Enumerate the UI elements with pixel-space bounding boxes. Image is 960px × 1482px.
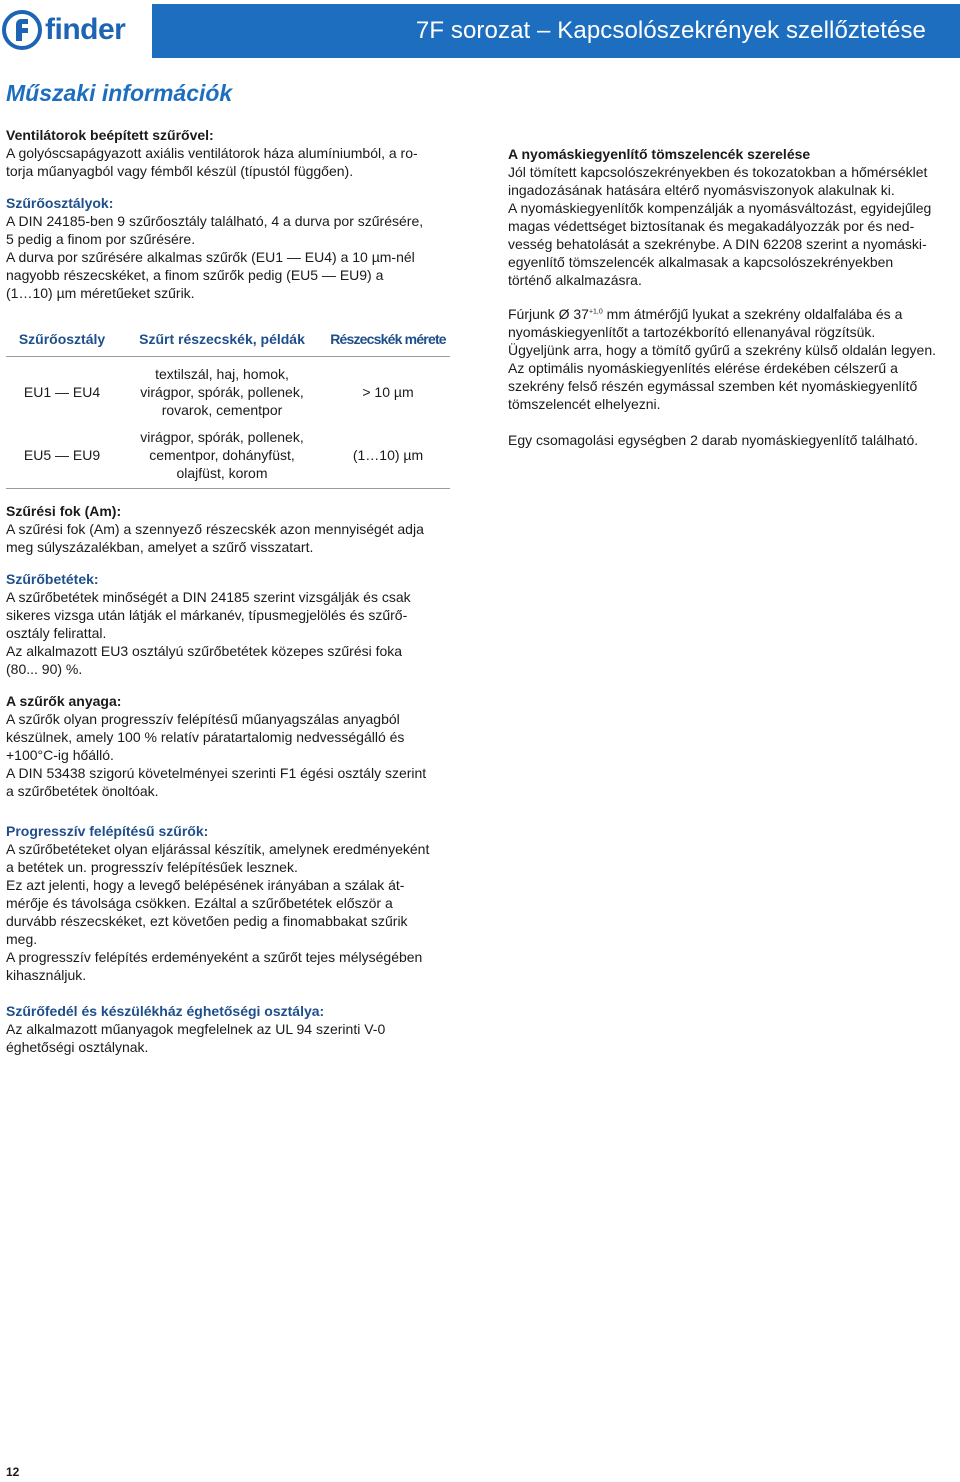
brand-name: finder: [45, 13, 126, 46]
table-cell-examples: [118, 422, 326, 489]
text-line: vesség behatolását a szekrénybe. A DIN 62208 szerint a nyomáski-: [508, 236, 927, 252]
filter-class-table: [6, 324, 450, 489]
text-line: mérője és távolsága csökken. Ezáltal a szűrőbetétek először a: [6, 895, 393, 911]
table-cell-size: (1…10) µm: [326, 422, 450, 489]
pressure-gland-heading: A nyomáskiegyenlítő tömszelencék szerelése: [508, 146, 811, 162]
table-cell-class: EU1 — EU4: [23, 384, 101, 400]
page-header-title: 7F sorozat – Kapcsolószekrények szellőztetése: [415, 17, 926, 44]
example-line: virágpor, spórák, pollenek,: [140, 384, 304, 400]
text-line: A szűrőbetétek minőségét a DIN 24185 szerint vizsgálják és csak: [6, 589, 411, 605]
example-line: cementpor, dohányfüst,: [149, 447, 295, 463]
table-cell-class: EU5 — EU9: [6, 422, 118, 489]
text-line: ingadozásának hatására eltérő nyomásviszonyok alakulnak ki.: [508, 182, 895, 198]
text-line: A szűrőbetéteket olyan eljárással készítik, amelynek eredményeként: [6, 841, 430, 857]
example-line: virágpor, spórák, pollenek,: [140, 429, 304, 445]
example-line: olajfüst, korom: [176, 465, 268, 481]
text-line: osztály felirattal.: [6, 625, 107, 641]
table-header-row: [6, 324, 450, 357]
text-line: történő alkalmazásra.: [508, 272, 642, 288]
text-line: sikeres vizsga után látják el márkanév, típusmegjelölés és szűrő-: [6, 607, 408, 623]
text-line: Az optimális nyomáskiegyenlítés elérése érdekében célszerű a: [508, 360, 898, 376]
text-line: A DIN 53438 szigorú követelményei szerinti F1 égési osztály szerint: [6, 765, 427, 781]
text-line: szekrény felső részén egymással szemben két nyomáskiegyenlítő: [508, 378, 918, 394]
progressive-heading: Progresszív felépítésű szűrők:: [6, 823, 209, 839]
finder-logo: [2, 10, 152, 50]
text-line: Az alkalmazott EU3 osztályú szűrőbetétek közepes szűrési foka: [6, 643, 403, 659]
text-line: készülnek, amely 100 % relatív páratartalomig nedvességálló és: [6, 729, 405, 745]
text-line: (80... 90) %.: [6, 661, 83, 677]
title-bar: [152, 4, 960, 58]
text-line: meg.: [6, 931, 38, 947]
text-line: éghetőségi osztálynak.: [6, 1039, 149, 1055]
text-line: torja műanyagból vagy fémből készül (típustól függően).: [6, 163, 354, 179]
section-title: Műszaki információk: [6, 80, 233, 106]
text-line: egyenlítő tömszelencék alkalmasak a kapcsolószekrényekben: [508, 254, 894, 270]
package-note: Egy csomagolási egységben 2 darab nyomáskiegyenlítő található.: [508, 432, 919, 448]
degree-heading: Szűrési fok (Am):: [6, 503, 122, 519]
text-line: kihasználjuk.: [6, 967, 87, 983]
text-line: meg súlyszázalékban, amelyet a szűrő visszatart.: [6, 539, 314, 555]
text-line: magas védettséget biztosítanak és megakadályozzák por és ned-: [508, 218, 915, 234]
ventilators-heading: Ventilátorok beépített szűrővel:: [6, 127, 214, 143]
table-row: [6, 357, 450, 423]
text-line: 5 pedig a finom por szűrésére.: [6, 231, 196, 247]
table-cell-examples: [118, 357, 326, 423]
flammability-heading: Szűrőfedél és készülékház éghetőségi osztálya:: [6, 1003, 325, 1019]
left-column-top: [6, 126, 450, 302]
text-line: Az alkalmazott műanyagok megfelelnek az UL 94 szerinti V-0: [6, 1021, 386, 1037]
text-line: A golyóscsapágyazott axiális ventilátorok háza alumíniumból, a ro-: [6, 145, 418, 161]
material-heading: A szűrők anyaga:: [6, 693, 122, 709]
drill-text: mm átmérőjű lyukat a szekrény oldalfalába és a: [602, 306, 903, 322]
tolerance-sup: +1,0: [588, 308, 603, 316]
finder-logo-icon: [2, 10, 42, 50]
text-line: A DIN 24185-ben 9 szűrőosztály található, 4 a durva por szűrésére,: [6, 213, 424, 229]
text-line: (1…10) µm méretűeket szűrik.: [6, 285, 195, 301]
text-line: +100°C-ig hőálló.: [6, 747, 114, 763]
text-line: a szűrőbetétek önoltóak.: [6, 783, 159, 799]
inserts-heading: Szűrőbetétek:: [6, 571, 99, 587]
text-line: nyomáskiegyenlítőt a tartozékborító ellenanyával rögzítsük.: [508, 324, 876, 340]
text-line: tömszelencét elhelyezni.: [508, 396, 661, 412]
text-line: A durva por szűrésére alkalmas szűrők (EU1 — EU4) a 10 µm-nél: [6, 249, 415, 265]
text-line: Ügyeljünk arra, hogy a tömítő gyűrű a szekrény külső oldalán legyen.: [508, 342, 937, 358]
example-line: rovarok, cementpor: [161, 402, 283, 418]
example-line: textilszál, haj, homok,: [155, 366, 289, 382]
text-line: A szűrési fok (Am) a szennyező részecskék azon mennyiségét adja: [6, 521, 424, 537]
table-header-size: Részecskék mérete: [326, 324, 450, 357]
left-column-bottom: [6, 502, 450, 1056]
drill-text: Fúrjunk Ø 37: [508, 306, 589, 322]
text-line: Jól tömített kapcsolószekrényekben és tokozatokban a hőmérséklet: [508, 164, 928, 180]
table-header-class: Szűrőosztály: [6, 324, 118, 357]
text-line: A szűrők olyan progresszív felépítésű műanyagszálas anyagból: [6, 711, 400, 727]
table-row: [6, 422, 450, 489]
drill-instruction: [508, 305, 952, 323]
text-line: durvább részecskéket, ezt követően pedig a finomabbakat szűrik: [6, 913, 408, 929]
table-cell-size: > 10 µm: [362, 384, 414, 400]
text-line: nagyobb részecskéket, a finom szűrők pedig (EU5 — EU9) a: [6, 267, 384, 283]
text-line: a betétek un. progresszív felépítésűek lesznek.: [6, 859, 298, 875]
filter-classes-heading: Szűrőosztályok:: [6, 195, 114, 211]
text-line: A nyomáskiegyenlítők kompenzálják a nyomásváltozást, egyidejűleg: [508, 200, 932, 216]
table-header-examples: Szűrt részecskék, példák: [118, 324, 326, 357]
text-line: Ez azt jelenti, hogy a levegő belépésének irányában a szálak át-: [6, 877, 405, 893]
text-line: A progresszív felépítés erdeményeként a szűrőt tejes mélységében: [6, 949, 423, 965]
right-column: [508, 145, 952, 449]
page-header: [0, 0, 960, 64]
page-number: 12: [6, 1465, 20, 1479]
